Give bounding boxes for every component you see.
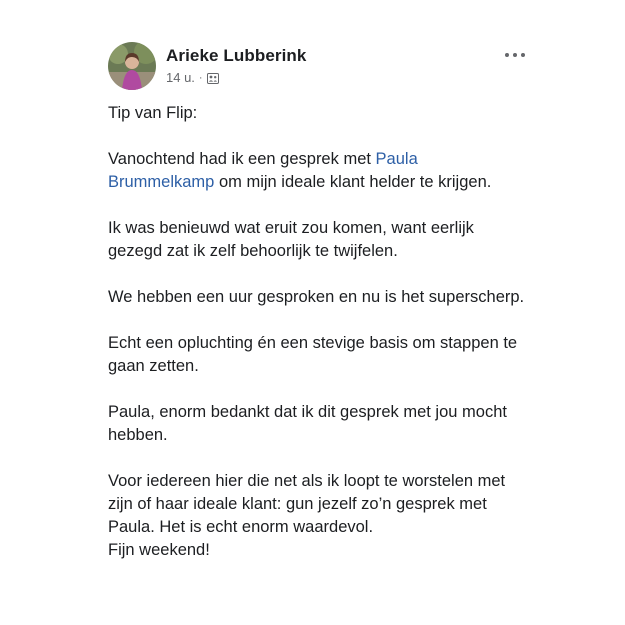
mention-link[interactable]: Paula Brummelkamp <box>108 150 418 191</box>
more-horizontal-icon <box>503 52 527 58</box>
post-meta <box>166 70 219 85</box>
post-body <box>108 102 528 562</box>
meta-separator: · <box>198 71 203 84</box>
author-name[interactable]: Arieke Lubberink <box>166 46 307 65</box>
more-options-button[interactable] <box>500 46 530 64</box>
paragraph-text: Vanochtend had ik een gesprek met <box>108 150 376 168</box>
post-time[interactable]: 14 u. <box>166 70 195 85</box>
paragraph-text: om mijn ideale klant helder te krijgen. <box>214 173 492 191</box>
paragraph: Fijn weekend! <box>108 541 210 559</box>
friends-icon[interactable] <box>207 72 219 83</box>
paragraph: Paula, enorm bedankt dat ik dit gesprek met jou mocht hebben. <box>108 403 507 444</box>
paragraph <box>108 148 528 194</box>
paragraph: Tip van Flip: <box>108 104 198 122</box>
avatar[interactable] <box>108 42 156 90</box>
paragraph: We hebben een uur gesproken en nu is het superscherp. <box>108 288 525 306</box>
avatar-photo <box>108 42 156 90</box>
paragraph: Ik was benieuwd wat eruit zou komen, want eerlijk gezegd zat ik zelf behoorlijk te twijfelen. <box>108 219 474 260</box>
paragraph: Voor iedereen hier die net als ik loopt te worstelen met zijn of haar ideale klant: gun jezelf zo’n gesprek met Paula. Het is echt enorm waardevol. <box>108 472 506 536</box>
paragraph: Echt een opluchting én een stevige basis om stappen te gaan zetten. <box>108 334 518 375</box>
